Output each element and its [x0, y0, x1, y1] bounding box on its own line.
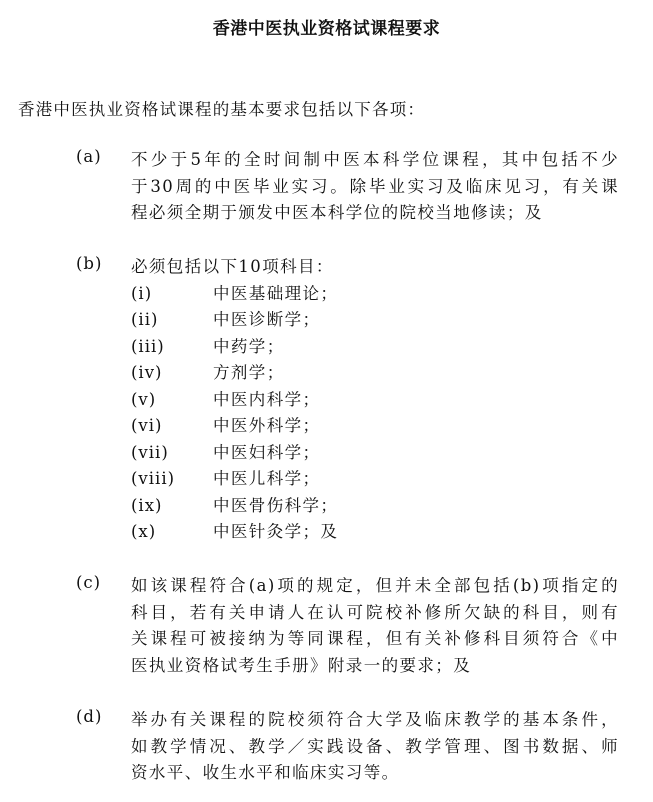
subject-name: 中药学； — [213, 336, 285, 356]
item-label: (d) — [76, 707, 103, 726]
subject-item — [131, 440, 619, 467]
subject-number: (ii) — [131, 310, 159, 329]
intro-paragraph: 香港中医执业资格试课程的基本要求包括以下各项： — [18, 100, 426, 119]
item-line: 于30周的中医毕业实习。除毕业实习及临床见习，有关课 — [131, 176, 619, 196]
subject-name: 中医诊断学； — [213, 310, 321, 329]
subject-number: (iii) — [131, 336, 165, 356]
item-body — [131, 573, 619, 679]
item-line: 关课程可被接纳为等同课程，但有关补修科目须符合《中 — [131, 629, 619, 648]
subject-name: 中医外科学； — [213, 416, 321, 435]
subject-number: (x) — [131, 522, 157, 541]
subject-item — [131, 519, 619, 546]
subject-name: 中医骨伤科学； — [213, 495, 339, 515]
item-line: 必须包括以下10项科目： — [131, 257, 334, 276]
subject-item — [131, 307, 619, 334]
subject-number: (ix) — [131, 495, 163, 515]
item-line: 如该课程符合(a)项的规定，但并未全部包括(b)项指定的 — [131, 576, 619, 595]
subject-item — [131, 493, 619, 520]
document-title: 香港中医执业资格试课程要求 — [212, 19, 441, 39]
item-label: (b) — [76, 254, 103, 273]
subject-name: 中医儿科学； — [213, 469, 321, 488]
item-line: 程必须全期于颁发中医本科学位的院校当地修读；及 — [131, 203, 543, 222]
subject-name: 中医妇科学； — [213, 442, 321, 462]
subject-item — [131, 281, 619, 308]
subject-name: 中医针灸学；及 — [213, 522, 339, 541]
item-line: 科目，若有关申请人在认可院校补修所欠缺的科目，则有 — [131, 602, 619, 622]
subject-item — [131, 334, 619, 361]
item-line: 不少于5年的全时间制中医本科学位课程，其中包括不少 — [131, 150, 619, 169]
item-label: (a) — [76, 147, 102, 166]
item-body — [131, 707, 619, 787]
subject-name: 中医基础理论； — [213, 283, 339, 303]
subject-name: 方剂学； — [213, 363, 285, 382]
item-line: 资水平、收生水平和临床实习等。 — [131, 763, 400, 782]
item-body — [131, 254, 619, 546]
subject-number: (vii) — [131, 442, 169, 462]
subject-number: (viii) — [131, 469, 176, 488]
subject-name: 中医内科学； — [213, 389, 321, 409]
subject-item — [131, 387, 619, 414]
item-line: 医执业资格试考生手册》附录一的要求；及 — [131, 655, 472, 675]
subject-item — [131, 466, 619, 493]
subject-number: (i) — [131, 283, 153, 303]
subject-number: (v) — [131, 389, 157, 409]
subject-number: (vi) — [131, 416, 163, 435]
subject-list — [131, 281, 619, 546]
item-line: 举办有关课程的院校须符合大学及临床教学的基本条件， — [131, 710, 619, 729]
subject-item — [131, 413, 619, 440]
item-label: (c) — [76, 573, 102, 592]
subject-number: (iv) — [131, 363, 163, 382]
item-line: 如教学情况、教学／实践设备、教学管理、图书数据、师 — [131, 736, 619, 756]
item-body — [131, 147, 619, 227]
subject-item — [131, 360, 619, 387]
